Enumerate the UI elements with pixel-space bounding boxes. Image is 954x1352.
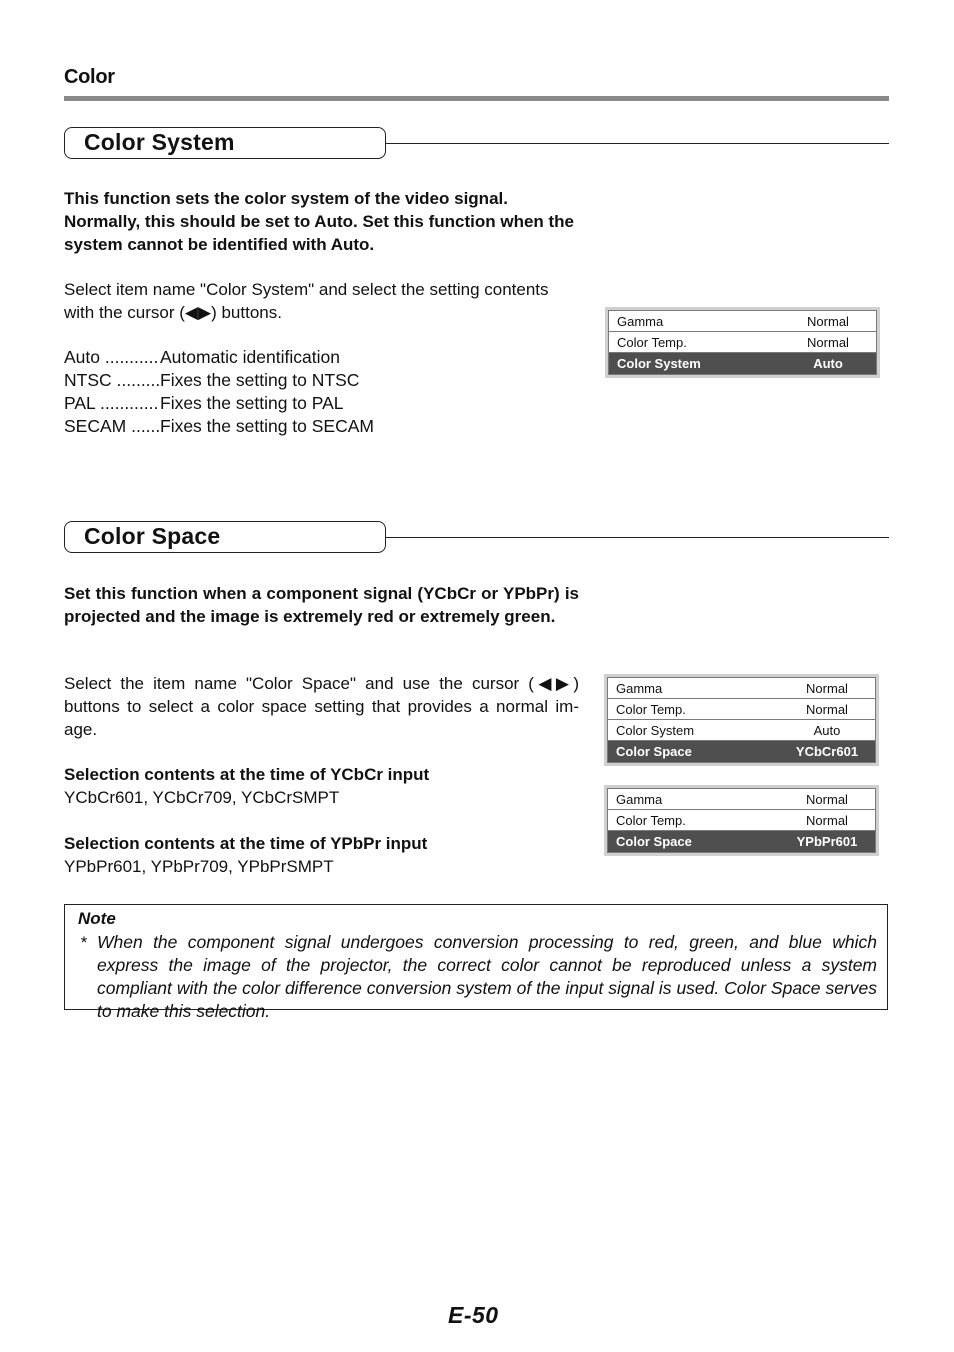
menu-label: Gamma <box>616 681 663 696</box>
menu-value: Normal <box>806 792 848 807</box>
menu-value: Normal <box>807 335 849 350</box>
menu-label: Color System <box>616 723 695 738</box>
header-rule <box>64 96 889 101</box>
option-desc: Fixes the setting to NTSC <box>160 370 360 390</box>
menu-row-gamma[interactable] <box>608 789 875 810</box>
note-box <box>64 904 888 1021</box>
menu-label: Color Space <box>616 744 692 759</box>
menu-row-color-space[interactable] <box>608 741 875 762</box>
menu-row-color-system[interactable] <box>608 720 875 741</box>
option-key: NTSC ..... <box>64 369 160 392</box>
menu-row-color-temp[interactable] <box>609 332 876 353</box>
color-system-option-list <box>64 346 374 438</box>
note-text: When the component signal undergoes conversion processing to red, green, and blue which express the image of the projector, the correct color cannot be reproduced unless a system compliant with the color difference conversion system of the input signal is used. Color Space serves to make this selection. <box>97 932 877 1021</box>
option-key: Auto ..... <box>64 346 160 369</box>
menu-value: YCbCr601 <box>795 744 859 759</box>
menu-value: Auto <box>813 723 841 738</box>
color-system-intro: This function sets the color system of the video signal. Normally, this should be set to Auto. Set this function when the system cannot be identified with Auto. <box>64 189 575 254</box>
option-row <box>64 415 374 438</box>
menu-row-color-system[interactable] <box>609 353 876 374</box>
option-desc: Fixes the setting to PAL <box>160 393 344 413</box>
option-desc: Automatic identification <box>160 347 340 367</box>
color-space-instruction: Select the item name "Color Space" and use the cursor (◀▶) buttons to select a color space setting that provides a normal im-age. <box>64 674 579 739</box>
color-system-menu <box>605 307 880 378</box>
ycbcr-heading: Selection contents at the time of YCbCr input <box>64 765 430 784</box>
page-header-title: Color <box>64 66 115 88</box>
menu-row-gamma[interactable] <box>608 678 875 699</box>
option-desc: Fixes the setting to SECAM <box>160 416 374 436</box>
color-space-title: Color Space <box>84 523 221 549</box>
menu-value: Normal <box>806 681 848 696</box>
menu-label: Color Temp. <box>617 335 687 350</box>
menu-row-color-temp[interactable] <box>608 810 875 831</box>
menu-row-gamma[interactable] <box>609 311 876 332</box>
menu-value: Auto <box>813 356 843 371</box>
option-row <box>64 392 374 415</box>
color-space-title-box <box>64 521 386 553</box>
menu-label: Color Temp. <box>616 813 686 828</box>
color-system-title-box <box>64 127 386 159</box>
page-number: E-50 <box>448 1302 499 1328</box>
option-key: PAL ..... <box>64 392 160 415</box>
color-space-menu-ypbpr <box>604 785 879 856</box>
menu-value: Normal <box>806 813 848 828</box>
menu-label: Color Space <box>616 834 692 849</box>
menu-label: Color Temp. <box>616 702 686 717</box>
menu-value: Normal <box>807 314 849 329</box>
menu-value: Normal <box>806 702 848 717</box>
color-space-intro: Set this function when a component signal (YCbCr or YPbPr) is projected and the image is extremely red or extremely green. <box>64 584 579 626</box>
ypbpr-values: YPbPr601, YPbPr709, YPbPrSMPT <box>64 857 334 876</box>
color-system-instruction: Select item name "Color System" and select the setting contents with the cursor (◀▶) buttons. <box>64 280 549 322</box>
menu-label: Color System <box>617 356 701 371</box>
menu-row-color-space[interactable] <box>608 831 875 852</box>
color-space-title-rule <box>386 537 889 538</box>
note-title: Note <box>78 909 116 928</box>
option-row <box>64 346 374 369</box>
menu-label: Gamma <box>616 792 663 807</box>
color-system-title: Color System <box>84 129 235 155</box>
note-bullet-marker: * <box>80 933 87 952</box>
menu-row-color-temp[interactable] <box>608 699 875 720</box>
option-row <box>64 369 374 392</box>
ycbcr-values: YCbCr601, YCbCr709, YCbCrSMPT <box>64 788 340 807</box>
option-key: SECAM ..... <box>64 415 160 438</box>
color-system-title-rule <box>386 143 889 144</box>
menu-value: YPbPr601 <box>796 834 858 849</box>
ypbpr-heading: Selection contents at the time of YPbPr input <box>64 834 428 853</box>
color-space-menu-ycbcr <box>604 674 879 766</box>
menu-label: Gamma <box>617 314 664 329</box>
